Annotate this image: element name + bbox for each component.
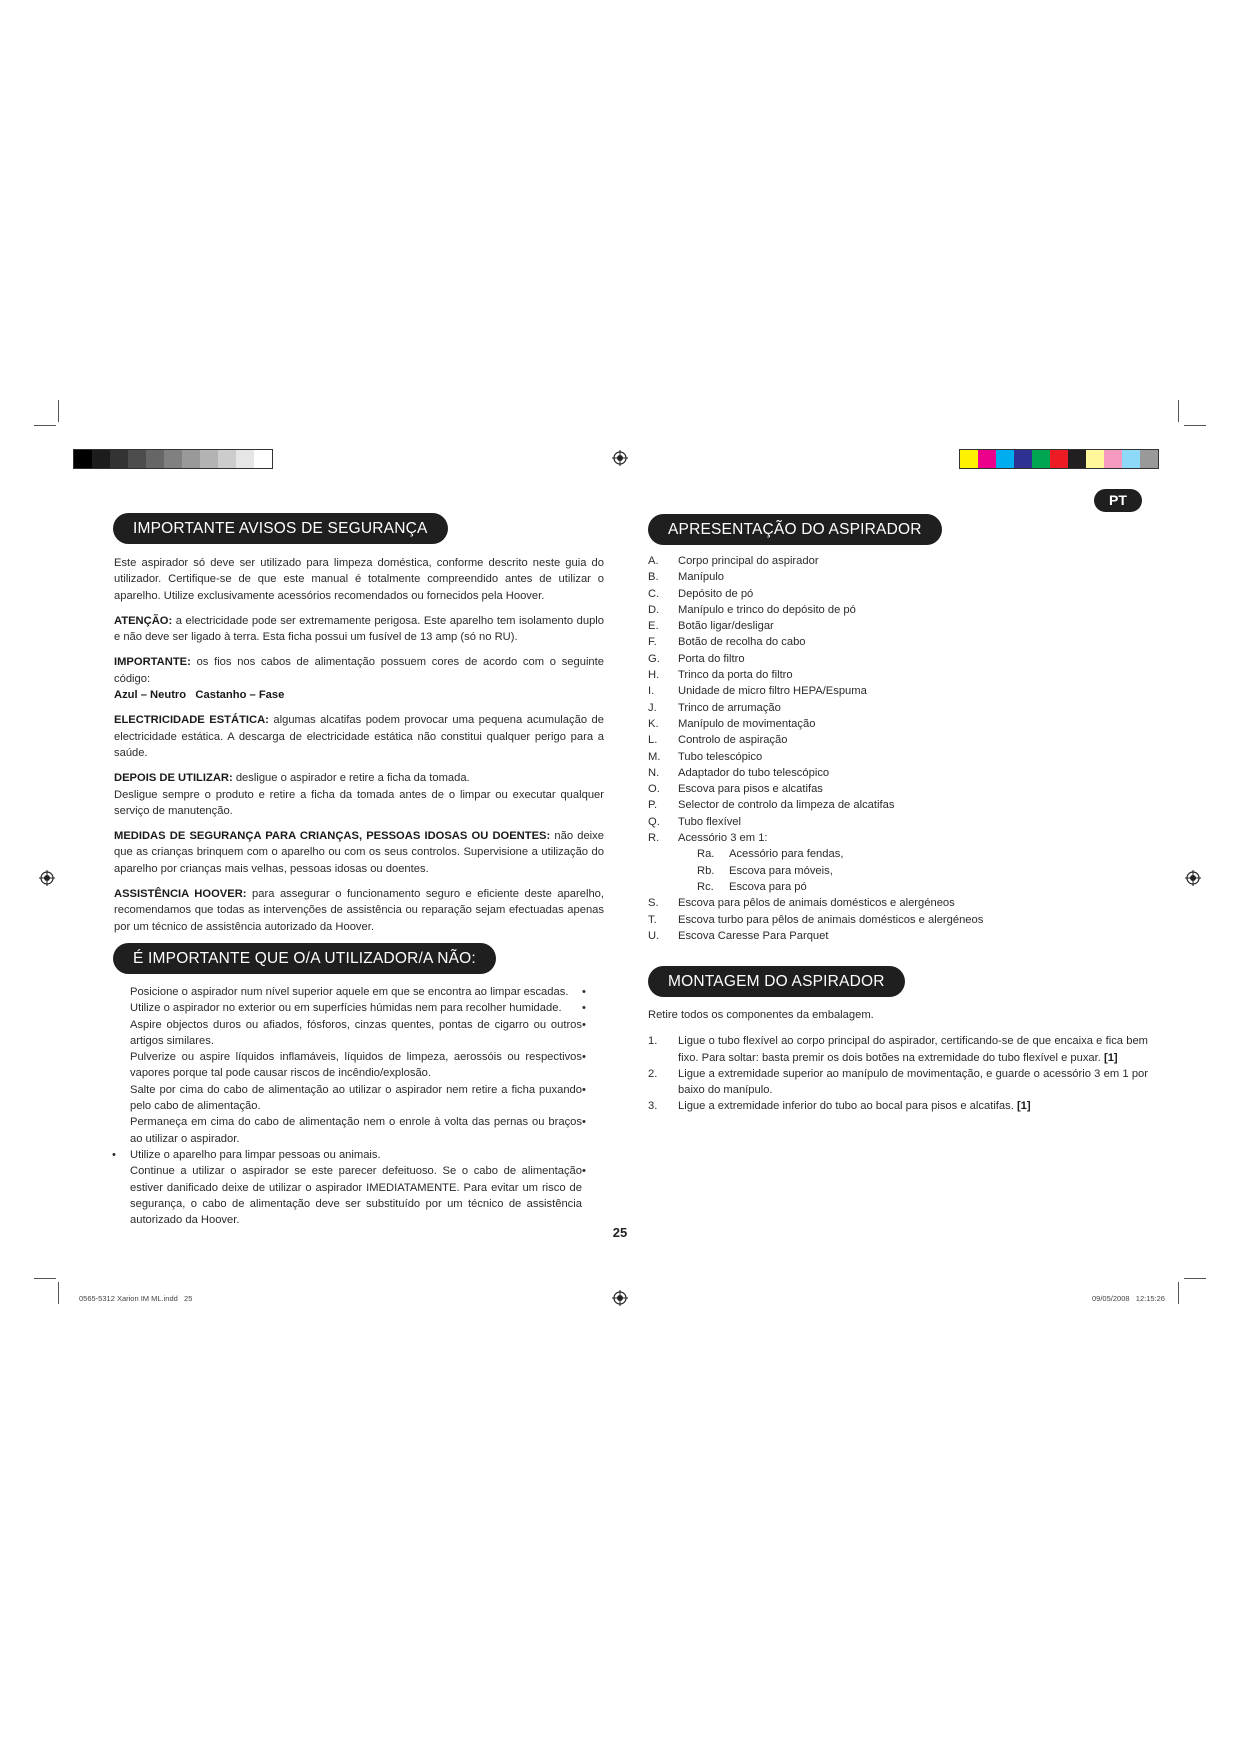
service-label: ASSISTÊNCIA HOOVER: bbox=[114, 888, 247, 901]
wire-codes: Azul – Neutro Castanho – Fase bbox=[114, 689, 285, 702]
assembly-step: 1. Ligue o tubo flexível ao corpo principal do aspirador, certificando-se de que encaixa e fica bem fixo. Para soltar: basta premir os dois botões na extremidade do tubo flexível e puxar. [1] bbox=[648, 1035, 1148, 1064]
crop-mark bbox=[1178, 400, 1179, 422]
list-item: B. Manípulo bbox=[648, 571, 725, 584]
list-item: Rb. Escova para móveis, bbox=[697, 864, 833, 877]
after-label: DEPOIS DE UTILIZAR: bbox=[114, 772, 233, 785]
assembly-section bbox=[648, 1007, 1148, 1115]
list-item: L. Controlo de aspiração bbox=[648, 734, 788, 747]
warning-paragraph bbox=[114, 613, 604, 646]
important-label: IMPORTANTE: bbox=[114, 656, 191, 669]
list-item: P. Selector de controlo da limpeza de alcatifas bbox=[648, 799, 895, 812]
list-item: Ra. Acessório para fendas, bbox=[697, 848, 844, 861]
color-swatch bbox=[164, 450, 182, 468]
assembly-step: 3. Ligue a extremidade inferior do tubo ao bocal para pisos e alcatifas. [1] bbox=[648, 1100, 1031, 1113]
list-item: O. Escova para pisos e alcatifas bbox=[648, 783, 823, 796]
color-swatch bbox=[1032, 450, 1050, 468]
color-swatch bbox=[978, 450, 996, 468]
list-item: M. Tubo telescópico bbox=[648, 750, 763, 763]
list-item: Salte por cima do cabo de alimentação ao utilizar o aspirador nem retire a ficha puxando pelo cabo de alimentação. • bbox=[130, 1083, 586, 1113]
crop-mark bbox=[34, 425, 56, 426]
crop-mark bbox=[58, 1282, 59, 1304]
overview-section-title: APRESENTAÇÃO DO ASPIRADOR bbox=[648, 514, 942, 545]
list-item: S. Escova para pêlos de animais domésticos e alergéneos bbox=[648, 897, 955, 910]
color-swatch bbox=[110, 450, 128, 468]
color-swatch bbox=[146, 450, 164, 468]
page-number: 25 bbox=[612, 1225, 628, 1240]
color-swatch bbox=[218, 450, 236, 468]
color-swatch bbox=[1014, 450, 1032, 468]
intro-paragraph: Este aspirador só deve ser utilizado para limpeza doméstica, conforme descrito neste guia do utilizador. Certifique-se de que este manual é totalmente compreendido antes de utilizar o aparelho. Utilize exclusivamente acessórios recomendados ou fornecidos pela Hoover. bbox=[114, 557, 604, 602]
list-item: Posicione o aspirador num nível superior aquele em que se encontra ao limpar escadas. • bbox=[130, 986, 586, 998]
list-item: Q. Tubo flexível bbox=[648, 815, 742, 828]
list-item: H. Trinco da porta do filtro bbox=[648, 669, 793, 682]
language-badge: PT bbox=[1094, 489, 1142, 512]
static-text: algumas alcatifas podem provocar uma pequena acumulação de electricidade estática. A descarga de electricidade estática não constitui qualquer perigo para a saúde. bbox=[114, 714, 604, 759]
important-text: os fios nos cabos de alimentação possuem cores de acordo com o seguinte código: bbox=[114, 656, 604, 685]
assembly-section-title: MONTAGEM DO ASPIRADOR bbox=[648, 966, 905, 997]
list-item: K. Manípulo de movimentação bbox=[648, 717, 816, 730]
crop-mark bbox=[1184, 425, 1206, 426]
warning-label: ATENÇÃO: bbox=[114, 614, 173, 627]
color-swatch bbox=[74, 450, 92, 468]
list-item: T. Escova turbo para pêlos de animais domésticos e alergéneos bbox=[648, 913, 984, 926]
list-item: E. Botão ligar/desligar bbox=[648, 620, 774, 633]
safety-section-title: IMPORTANTE AVISOS DE SEGURANÇA bbox=[113, 513, 448, 544]
list-item: U. Escova Caresse Para Parquet bbox=[648, 929, 829, 942]
static-label: ELECTRICIDADE ESTÁTICA: bbox=[114, 714, 269, 727]
color-swatch bbox=[1086, 450, 1104, 468]
static-paragraph bbox=[114, 712, 604, 761]
footer-file-name: 0565-5312 Xarion IM ML.indd 25 bbox=[79, 1294, 193, 1303]
list-item: A. Corpo principal do aspirador bbox=[648, 555, 819, 567]
crop-mark bbox=[1184, 1278, 1206, 1279]
color-swatch bbox=[182, 450, 200, 468]
list-item: R. Acessório 3 em 1: bbox=[648, 832, 768, 845]
after-use-paragraph bbox=[114, 770, 604, 786]
color-swatch bbox=[1050, 450, 1068, 468]
list-item: Continue a utilizar o aspirador se este parecer defeituoso. Se o cabo de alimentação estiver danificado deixe de utilizar o aspirador IMEDIATAMENTE. Para evitar um risco de segurança, o cabo de alimentação deve ser substituído por um técnico de assistência autorizado da Hoover. • bbox=[130, 1165, 586, 1227]
list-item: Pulverize ou aspire líquidos inflamáveis, líquidos de limpeza, aerossóis ou respectivos vapores porque tal pode causar riscos de incêndio/explosão. • bbox=[130, 1051, 586, 1080]
color-swatch bbox=[254, 450, 272, 468]
color-swatch bbox=[236, 450, 254, 468]
service-text: para assegurar o funcionamento seguro e eficiente deste aparelho, recomendamos que todas as intervenções de assistência ou reparação sejam efectuadas apenas por um técnico de assistência autorizado da Hoover. bbox=[114, 888, 605, 933]
color-swatch bbox=[200, 450, 218, 468]
children-paragraph bbox=[114, 828, 604, 877]
cmyk-color-bar bbox=[959, 449, 1159, 469]
registration-mark-icon bbox=[1185, 870, 1201, 886]
important-paragraph bbox=[114, 654, 604, 687]
list-item: G. Porta do filtro bbox=[648, 652, 745, 665]
list-item: Utilize o aspirador no exterior ou em superfícies húmidas nem para recolher humidade. • bbox=[130, 1002, 586, 1015]
list-item: D. Manípulo e trinco do depósito de pó bbox=[648, 603, 856, 616]
list-item: Aspire objectos duros ou afiados, fósforos, cinzas quentes, pontas de cigarro ou outros artigos similares. • bbox=[130, 1018, 586, 1047]
dont-list bbox=[112, 984, 598, 1228]
registration-mark-icon bbox=[612, 1290, 628, 1306]
color-swatch bbox=[996, 450, 1014, 468]
gray-color-bar bbox=[73, 449, 273, 469]
list-item: Rc. Escova para pó bbox=[697, 880, 807, 893]
color-swatch bbox=[128, 450, 146, 468]
color-swatch bbox=[92, 450, 110, 468]
warning-text: a electricidade pode ser extremamente perigosa. Este aparelho tem isolamento duplo e não deve ser ligado à terra. Esta ficha possui um fusível de 13 amp (só no RU). bbox=[114, 614, 604, 644]
assembly-step: 2. Ligue a extremidade superior ao manípulo de movimentação, e guarde o acessório 3 em 1 por baixo do manípulo. bbox=[648, 1067, 1148, 1097]
list-item: J. Trinco de arrumação bbox=[648, 701, 781, 714]
color-swatch bbox=[1068, 450, 1086, 468]
registration-mark-icon bbox=[39, 870, 55, 886]
color-swatch bbox=[1122, 450, 1140, 468]
children-label: MEDIDAS DE SEGURANÇA PARA CRIANÇAS, PESSOAS IDOSAS OU DOENTES: bbox=[114, 830, 551, 843]
parts-list bbox=[648, 553, 1168, 944]
list-item: N. Adaptador do tubo telescópico bbox=[648, 766, 830, 779]
list-item: F. Botão de recolha do cabo bbox=[648, 636, 806, 649]
children-text: não deixe que as crianças brinquem com o aparelho ou com os seus controlos. Supervisione a utilização do aparelho por crianças mais velhas, pessoas idosas ou doentes. bbox=[114, 830, 604, 875]
registration-mark-icon bbox=[612, 450, 628, 466]
footer-timestamp: 09/05/2008 12:15:26 bbox=[1092, 1294, 1165, 1303]
list-item: • Utilize o aparelho para limpar pessoas ou animais. bbox=[112, 1148, 381, 1161]
assembly-intro: Retire todos os componentes da embalagem. bbox=[648, 1009, 874, 1021]
color-swatch bbox=[960, 450, 978, 468]
crop-mark bbox=[34, 1278, 56, 1279]
crop-mark bbox=[58, 400, 59, 422]
list-item: Permaneça em cima do cabo de alimentação nem o enrole à volta das pernas ou braços ao utilizar o aspirador. • bbox=[130, 1116, 586, 1145]
list-item: I. Unidade de micro filtro HEPA/Espuma bbox=[648, 685, 867, 698]
after-use-paragraph-2: Desligue sempre o produto e retire a ficha da tomada antes de o limpar ou executar qualquer serviço de manutenção. bbox=[114, 788, 604, 817]
color-swatch bbox=[1104, 450, 1122, 468]
list-item: C. Depósito de pó bbox=[648, 587, 754, 600]
service-paragraph bbox=[114, 886, 604, 935]
color-swatch bbox=[1140, 450, 1158, 468]
dont-section-title: É IMPORTANTE QUE O/A UTILIZADOR/A NÃO: bbox=[113, 943, 496, 974]
after-text: desligue o aspirador e retire a ficha da tomada. bbox=[232, 772, 470, 785]
crop-mark bbox=[1178, 1282, 1179, 1304]
safety-section bbox=[114, 555, 604, 944]
